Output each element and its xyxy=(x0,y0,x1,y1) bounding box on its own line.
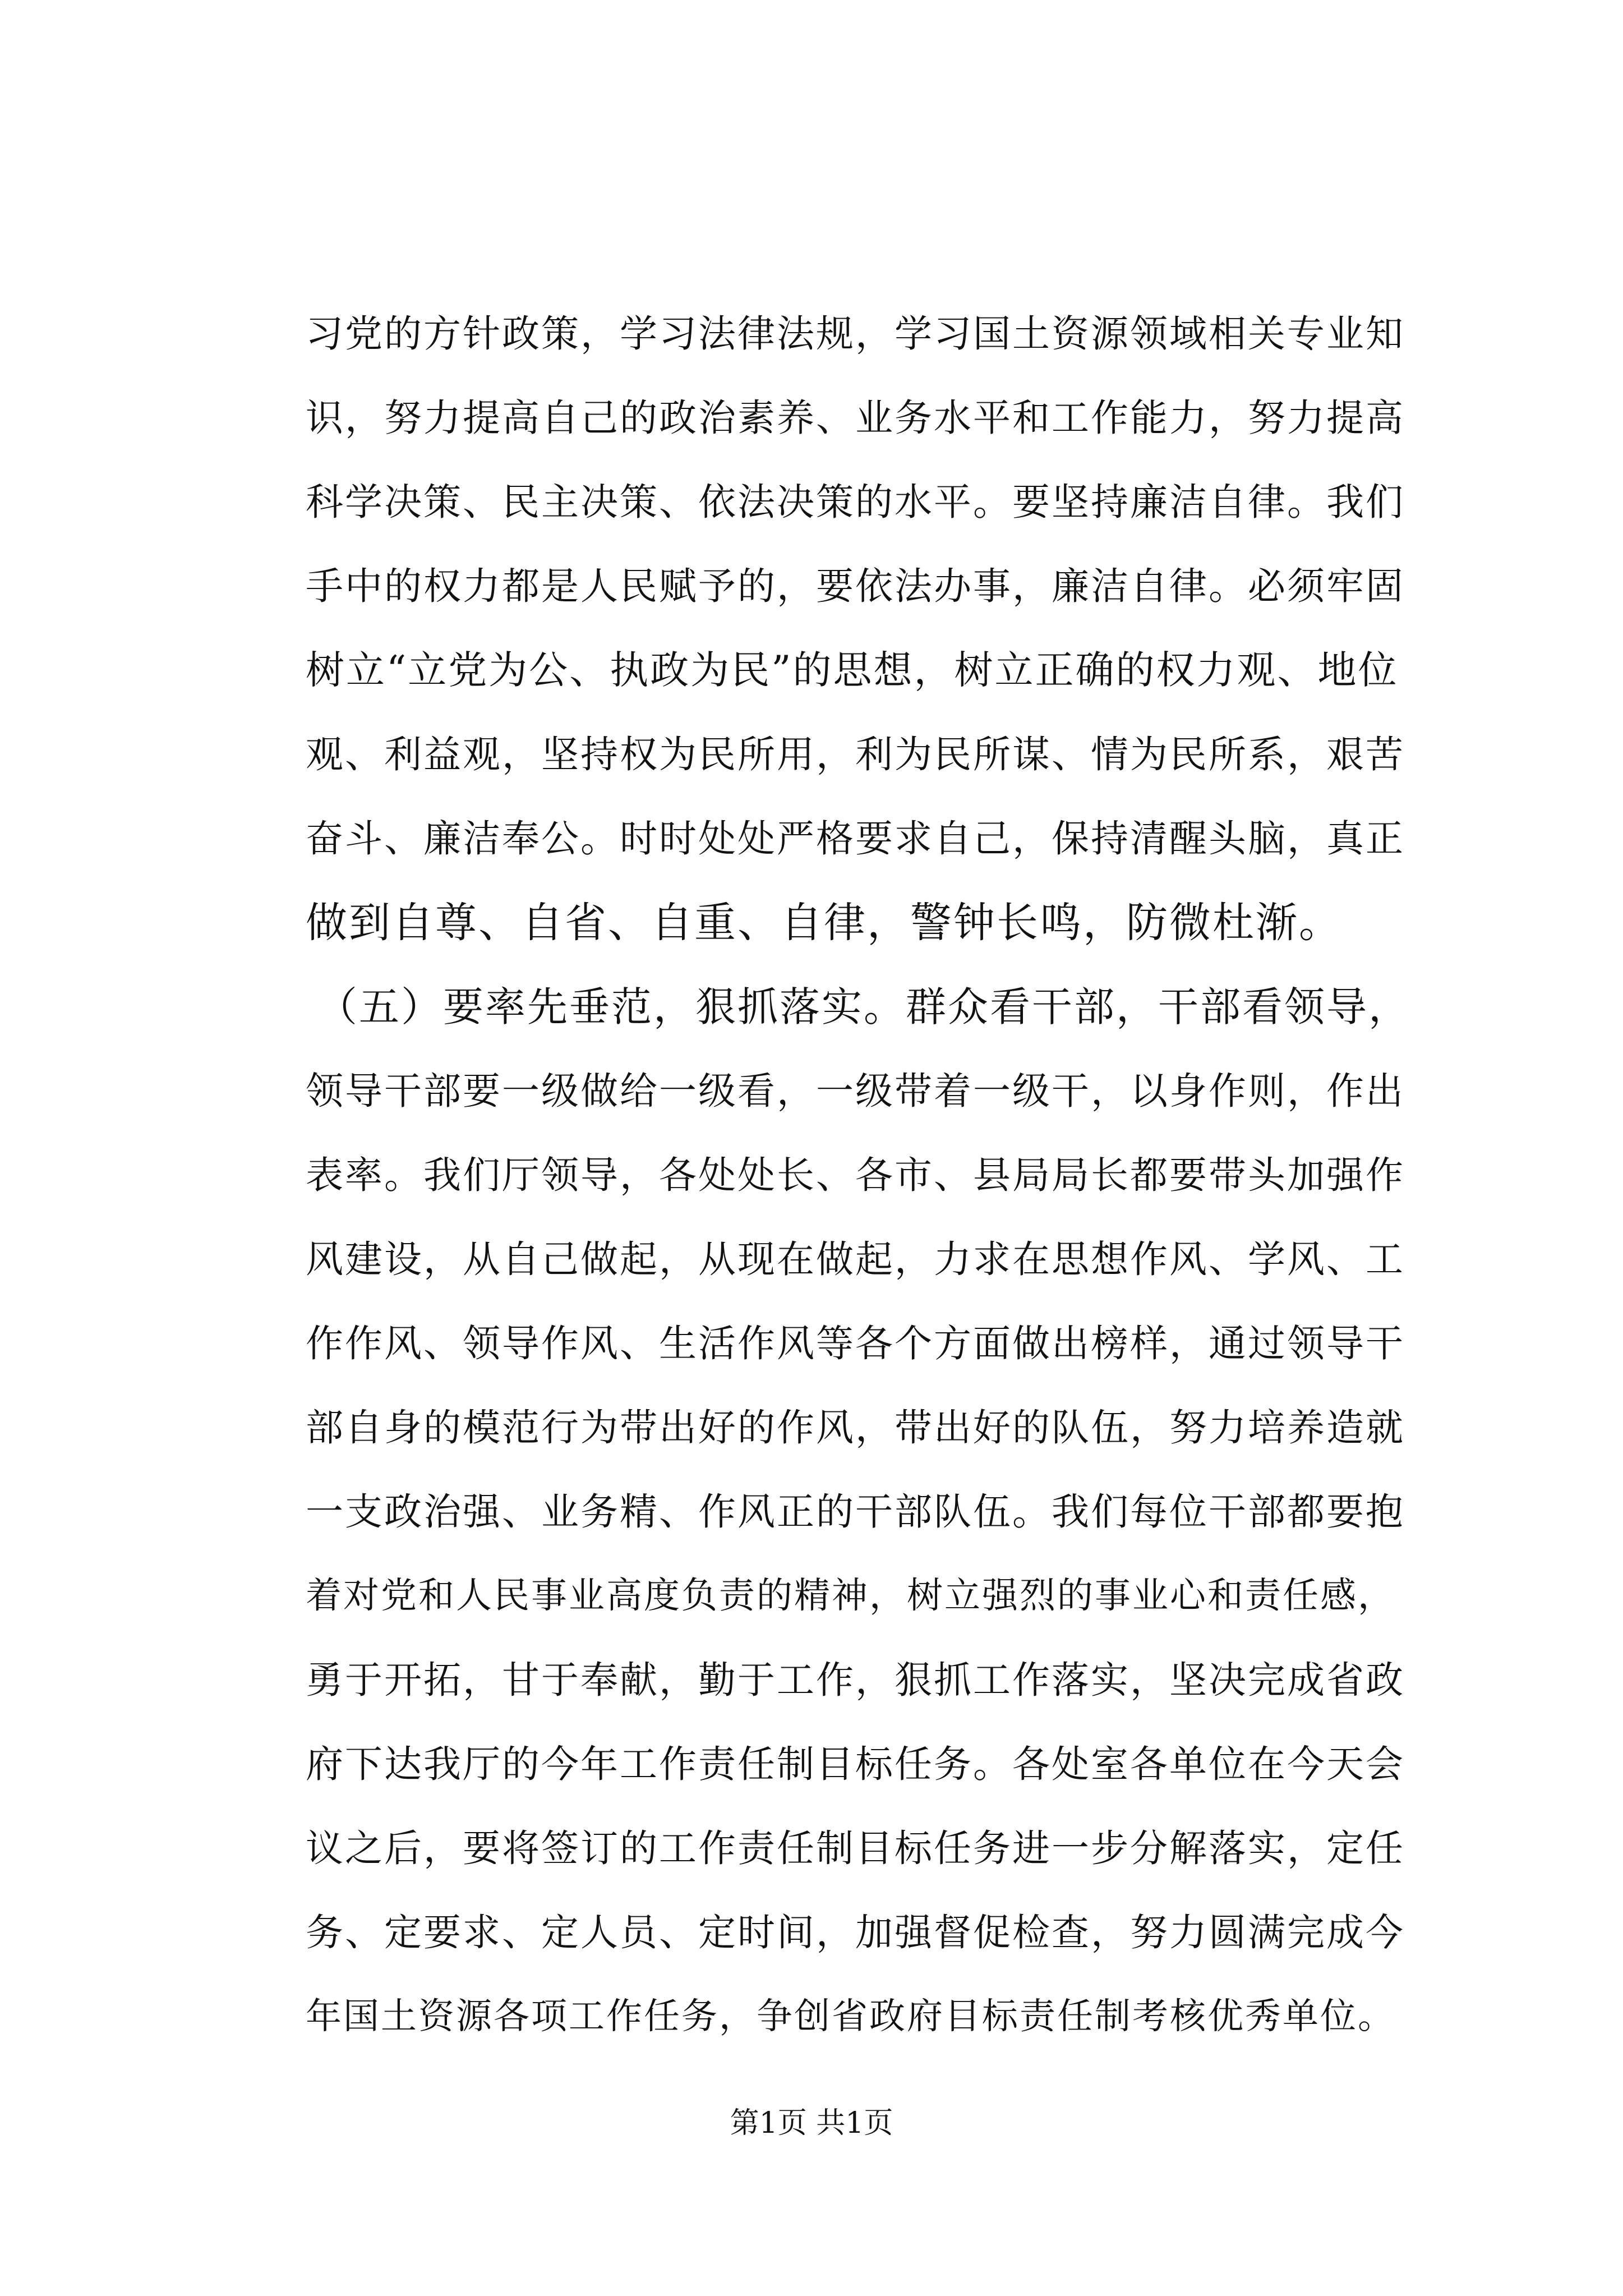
text-line-10: 领导干部要一级做给一级看，一级带着一级干，以身作则，作出 xyxy=(306,1069,1405,1113)
paragraph-heading-line: （五）要率先垂范，狠抓落实。群众看干部，干部看领导， xyxy=(317,983,1411,1030)
text-line-4: 手中的权力都是人民赋予的，要依法办事，廉洁自律。必须牢固 xyxy=(306,564,1405,608)
text-line-7: 奋斗、廉洁奉公。时时处处严格要求自己，保持清醒头脑，真正 xyxy=(306,817,1405,861)
text-line-17: 勇于开拓，甘于奉献，勤于工作，狠抓工作落实，坚决完成省政 xyxy=(306,1658,1405,1702)
text-line-15: 一支政治强、业务精、作风正的干部队伍。我们每位干部都要抱 xyxy=(306,1490,1405,1534)
text-line-3: 科学决策、民主决策、依法决策的水平。要坚持廉洁自律。我们 xyxy=(306,480,1405,524)
text-line-2: 识，努力提高自己的政治素养、业务水平和工作能力，努力提高 xyxy=(306,396,1405,440)
text-line-11: 表率。我们厅领导，各处处长、各市、县局局长都要带头加强作 xyxy=(306,1153,1405,1197)
text-line-19: 议之后，要将签订的工作责任制目标任务进一步分解落实，定任 xyxy=(306,1826,1405,1870)
text-line-20: 务、定要求、定人员、定时间，加强督促检查，努力圆满完成今 xyxy=(306,1911,1405,1954)
text-line-18: 府下达我厅的今年工作责任制目标任务。各处室各单位在今天会 xyxy=(306,1742,1405,1786)
text-line-16: 着对党和人民事业高度负责的精神，树立强烈的事业心和责任感， xyxy=(306,1575,1395,1617)
text-line-13: 作作风、领导作风、生活作风等各个方面做出榜样，通过领导干 xyxy=(306,1322,1405,1365)
text-line-14: 部自身的模范行为带出好的作风，带出好的队伍，努力培养造就 xyxy=(306,1406,1405,1450)
text-line-1: 习党的方针政策，学习法律法规，学习国土资源领域相关专业知 xyxy=(306,312,1405,356)
text-line-12: 风建设，从自己做起，从现在做起，力求在思想作风、学风、工 xyxy=(306,1237,1405,1281)
text-line-21: 年国土资源各项工作任务，争创省政府目标责任制考核优秀单位。 xyxy=(306,1996,1395,2037)
text-line-8: 做到自尊、自省、自重、自律，警钟长鸣，防微杜渐。 xyxy=(306,899,1342,947)
page-number-footer: 第1页 共1页 xyxy=(730,2106,893,2140)
text-line-6: 观、利益观，坚持权为民所用，利为民所谋、情为民所系，艰苦 xyxy=(306,733,1405,776)
text-line-5: 树立“立党为公、执政为民”的思想，树立正确的权力观、地位 xyxy=(306,648,1399,693)
